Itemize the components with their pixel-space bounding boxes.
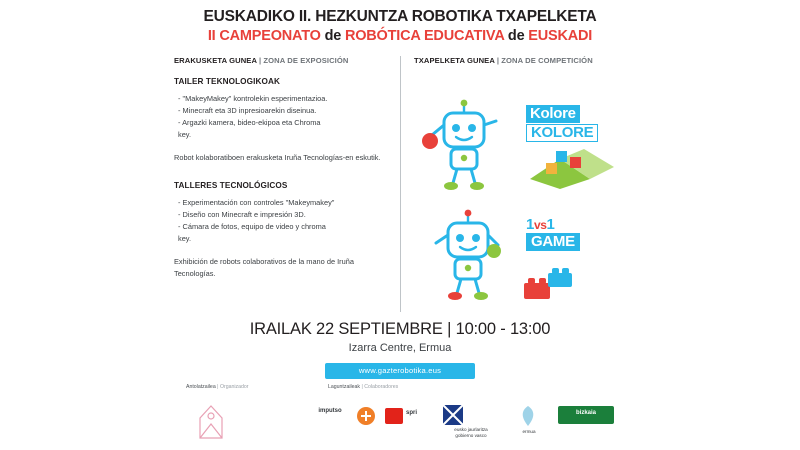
- workshops-list-eu: [178, 93, 386, 141]
- sponsor-name-basque-gov: eusko jaurlaritza: [454, 427, 488, 432]
- poster-title-spanish: [170, 28, 630, 44]
- sponsor-logo-bizkaia: [558, 410, 614, 417]
- sponsor-name-gobierno-vasco: gobierno vasco: [455, 433, 487, 438]
- event-poster: [160, 0, 640, 450]
- exposition-header-eu: ERAKUSKETA GUNEA: [174, 55, 257, 65]
- exposition-header-es: ZONA DE EXPOSICIÓN: [263, 55, 349, 65]
- competition-artwork: [414, 77, 626, 327]
- event-date: IRAILAK 22 SEPTIEMBRE: [249, 319, 443, 338]
- kolore-logo-line2-wrap: [526, 124, 620, 142]
- game-logo-line1: [526, 217, 622, 232]
- list-item: - "MakeyMakey" kontrolekin esperimentazioa.: [178, 93, 328, 103]
- sponsor-name-ermua: ermua: [522, 429, 536, 434]
- list-item: - Argazki kamera, bideo-ekipoa eta Chroma: [178, 117, 321, 127]
- organizer-label: [186, 384, 249, 390]
- left-white-margin: [0, 0, 160, 450]
- kolore-logo-line2: KOLORE: [526, 124, 598, 142]
- poster-columns: [160, 56, 640, 318]
- collaborators-label-eu: Laguntzaileak: [328, 384, 361, 390]
- sponsor-logo-ermua: [510, 429, 548, 434]
- collaborators-label-es: Colaboradores: [364, 384, 399, 390]
- title-sub-part2: ROBÓTICA EDUCATIVA: [344, 28, 505, 45]
- workshops-title-es: TALLERES TECNOLÓGICOS: [174, 181, 288, 191]
- website-url[interactable]: www.gazterobotika.eus: [358, 365, 442, 375]
- event-venue: Izarra Centre, Ermua: [348, 341, 452, 354]
- game-logo-line2-wrap: [526, 232, 622, 251]
- sponsors-section: [160, 384, 640, 446]
- sponsor-logo-gobierno-vasco: [436, 433, 506, 438]
- robot-illustration-top: [420, 95, 506, 195]
- event-time: 10:00 - 13:00: [455, 319, 551, 338]
- competition-header-es: ZONA DE COMPETICIÓN: [501, 55, 593, 65]
- competition-header-eu: TXAPELKETA GUNEA: [414, 55, 495, 65]
- collaborators-label-sep: |: [360, 384, 365, 390]
- competition-column-header: [414, 56, 626, 65]
- sponsor-mark-ermua: [516, 404, 540, 428]
- list-item: - Diseño con Minecraft e impresión 3D.: [178, 210, 306, 220]
- list-item: - Cámara de fotos, equipo de video y chroma: [178, 222, 326, 232]
- one-vs-one-game-logo: [526, 217, 622, 251]
- workshops-list-es: [178, 197, 386, 245]
- competition-header-sep: |: [494, 55, 502, 65]
- title-sub-part1: II CAMPEONATO: [207, 28, 321, 45]
- workshops-note-es: Exhibición de robots colaborativos de la mano de Iruña Tecnologías.: [174, 257, 354, 279]
- sponsor-logo-spri: [406, 410, 432, 417]
- sponsor-name-spri: spri: [406, 410, 418, 416]
- list-item: key.: [178, 234, 192, 244]
- sponsor-logo-row: [160, 398, 640, 444]
- poster-title-basque: EUSKADIKO II. HEZKUNTZA ROBOTIKA TXAPELKETA: [203, 8, 597, 25]
- organizer-label-es: Organizador: [219, 384, 249, 390]
- website-banner[interactable]: [325, 363, 475, 379]
- kolore-logo-line1: Kolore: [526, 105, 580, 123]
- organizer-label-sep: |: [215, 384, 220, 390]
- game-logo-line2: GAME: [526, 233, 580, 251]
- exposition-header-sep: |: [256, 55, 264, 65]
- title-sub-de1: de: [324, 28, 342, 45]
- collaborators-label: [328, 384, 398, 390]
- sponsor-name-bizkaia: bizkaia: [575, 410, 596, 416]
- sponsor-mark-basque-gov: [442, 404, 464, 426]
- kolore-kolore-logo: [526, 105, 620, 142]
- title-sub-part3: EUSKADI: [528, 28, 593, 45]
- exposition-column-header: [174, 56, 386, 65]
- workshops-title-eu: TAILER TEKNOLOGIKOAK: [174, 76, 281, 86]
- sponsor-name-imputso: imputso: [318, 408, 342, 414]
- poster-footer: [160, 320, 640, 379]
- title-sub-de2: de: [507, 28, 525, 45]
- date-time-separator: |: [447, 319, 452, 338]
- list-item: - Experimentación con controles "Makeymakey": [178, 198, 335, 208]
- organizer-logo: [188, 402, 234, 442]
- sponsor-logo-imputso: [308, 408, 352, 415]
- right-white-margin: [640, 0, 800, 450]
- game-logo-num1: 1: [526, 215, 534, 233]
- robot-illustration-bottom: [424, 205, 510, 305]
- list-item: - Minecraft eta 3D inpresioarekin diseinua.: [178, 105, 317, 115]
- game-logo-num2: 1: [546, 215, 555, 233]
- sponsor-mark-orange: [356, 406, 376, 426]
- exposition-column: [160, 56, 400, 318]
- poster-header: [160, 0, 640, 47]
- workshops-note-eu: Robot kolaboratiboen erakusketa Iruña Tecnologías-en eskutik.: [174, 152, 381, 162]
- sponsor-logo-basque-gov: [436, 427, 506, 432]
- sponsor-mark-spri: [384, 407, 404, 425]
- brick-blocks-illustration: [522, 263, 582, 305]
- competition-column: [400, 56, 640, 318]
- game-logo-vs: vs: [533, 217, 547, 232]
- color-field-illustration: [526, 145, 618, 191]
- organizer-label-eu: Antolatzailea: [186, 384, 216, 390]
- list-item: key.: [178, 129, 192, 139]
